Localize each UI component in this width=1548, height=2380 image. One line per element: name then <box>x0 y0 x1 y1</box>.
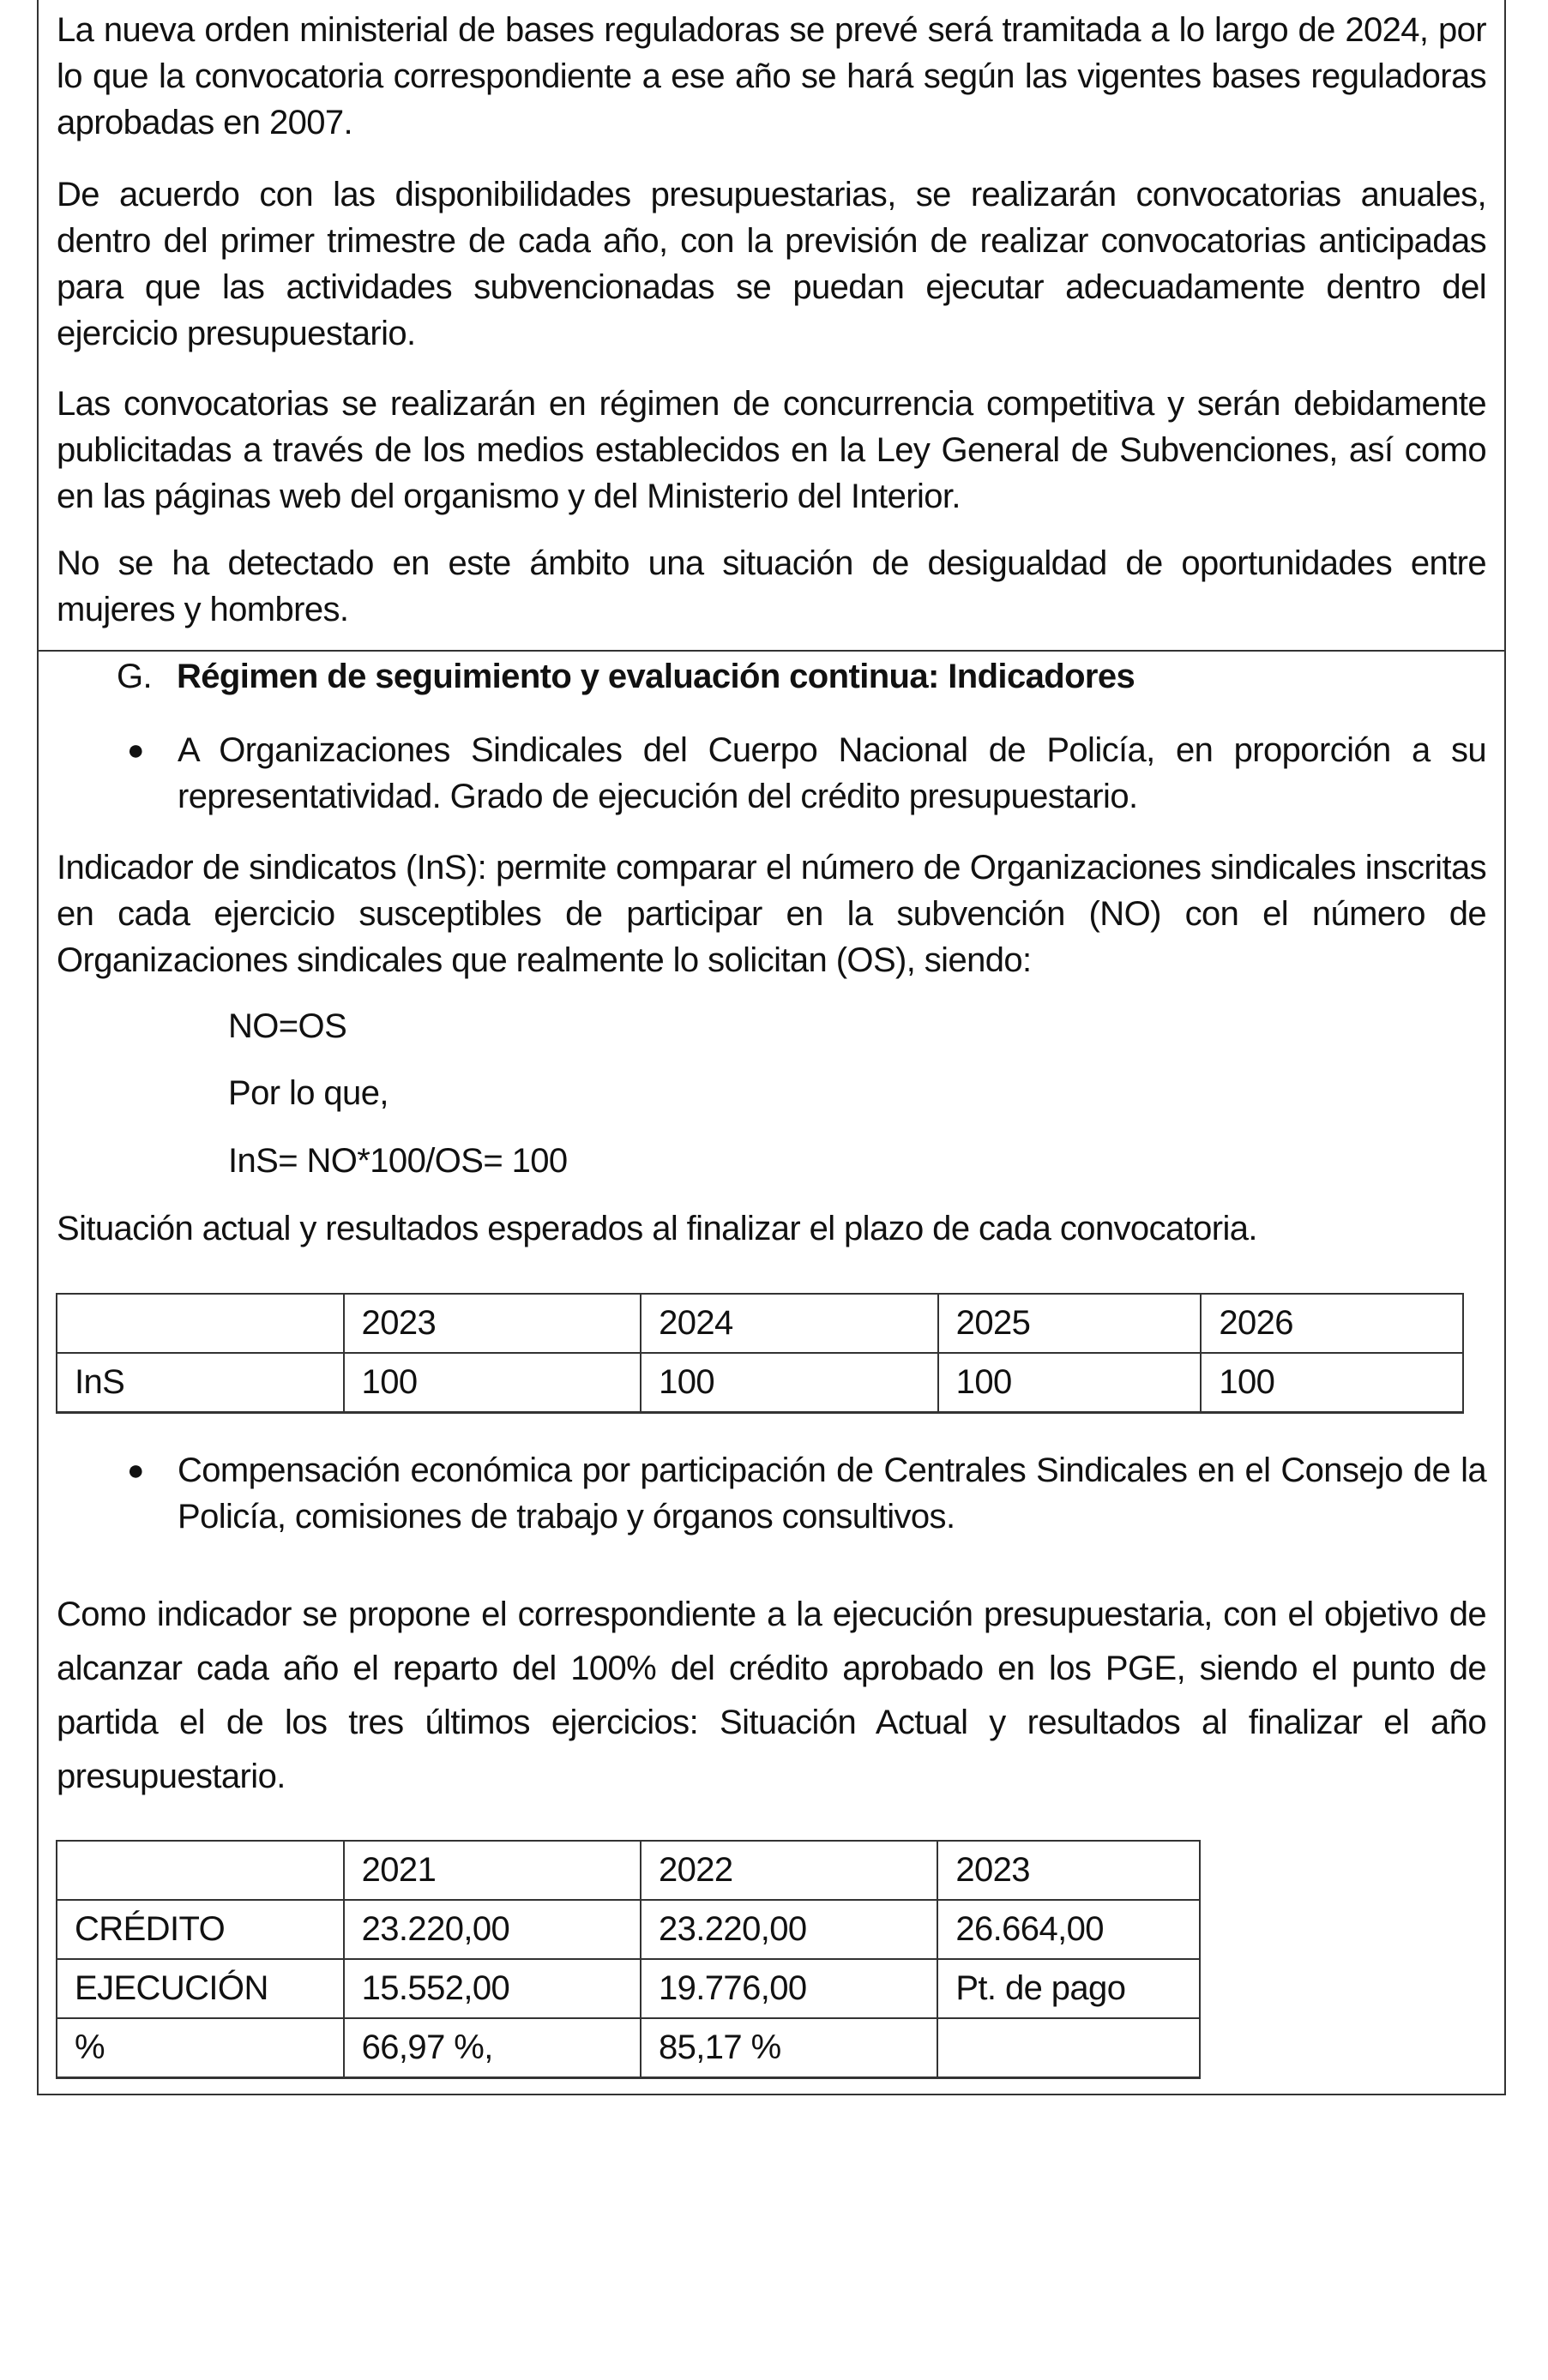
bullet-icon: ● <box>127 1454 145 1487</box>
section-letter: G. <box>117 658 153 695</box>
ins-table <box>56 1293 1464 1414</box>
bullet-icon: ● <box>127 734 145 766</box>
table-cell: 23.220,00 <box>344 1900 641 1959</box>
table-cell: 2024 <box>641 1294 938 1353</box>
paragraph-indicador-sindicatos: Indicador de sindicatos (InS): permite comparar el número de Organizaciones sindicales inscritas en cada ejercicio susceptibles de participar en la subvención (NO) con el número de Organizaciones sindicales que realmente lo solicitan (OS), siendo: <box>57 849 1486 979</box>
paragraph-convocatorias: Las convocatorias se realizarán en régimen de concurrencia competitiva y serán debidamente publicitadas a través de los medios establecidos en la Ley General de Subvenciones, así como en las páginas web del organismo y del Ministerio del Interior. <box>57 385 1486 515</box>
formula-por-lo-que: Por lo que, <box>228 1074 389 1112</box>
paragraph-igualdad: No se ha detectado en este ámbito una situación de desigualdad de oportunidades entre mujeres y hombres. <box>57 544 1486 628</box>
table-cell: 23.220,00 <box>641 1900 937 1959</box>
paragraph-situacion-actual: Situación actual y resultados esperados al finalizar el plazo de cada convocatoria. <box>57 1210 1257 1247</box>
table-cell: EJECUCIÓN <box>57 1959 344 2018</box>
table-cell: Pt. de pago <box>937 1959 1200 2018</box>
bullet-compensacion-economica: Compensación económica por participación de Centrales Sindicales en el Consejo de la Policía, comisiones de trabajo y órganos consultivos. <box>178 1451 1486 1536</box>
table-header-row <box>57 1294 1463 1353</box>
table-cell: 2026 <box>1201 1294 1463 1353</box>
table-cell: 2025 <box>938 1294 1202 1353</box>
table-row <box>57 1353 1463 1412</box>
table-cell: 2022 <box>641 1841 937 1900</box>
table-cell: InS <box>57 1353 344 1412</box>
table-cell: % <box>57 2018 344 2077</box>
table-header-row <box>57 1841 1200 1900</box>
table-cell: 2023 <box>344 1294 641 1353</box>
table-cell: 2021 <box>344 1841 641 1900</box>
table-cell: 26.664,00 <box>937 1900 1200 1959</box>
table-cell <box>57 1294 344 1353</box>
table-cell: 100 <box>344 1353 641 1412</box>
table-row <box>57 1900 1200 1959</box>
formula-no-os: NO=OS <box>228 1007 347 1045</box>
budget-table <box>56 1840 1201 2079</box>
table-row <box>57 2018 1200 2077</box>
table-cell: 2023 <box>937 1841 1200 1900</box>
paragraph-bases-reguladoras: La nueva orden ministerial de bases reguladoras se prevé será tramitada a lo largo de 2024, por lo que la convocatoria correspondiente a ese año se hará según las vigentes bases reguladoras aprobadas en 2007. <box>57 11 1486 141</box>
table-cell: 100 <box>938 1353 1202 1412</box>
table-row <box>57 1959 1200 2018</box>
table-cell: 15.552,00 <box>344 1959 641 2018</box>
table-cell <box>937 2018 1200 2077</box>
table-cell: 100 <box>1201 1353 1463 1412</box>
table-cell: CRÉDITO <box>57 1900 344 1959</box>
section-title: Régimen de seguimiento y evaluación continua: Indicadores <box>177 658 1135 695</box>
section-g-heading <box>117 653 1135 700</box>
table-cell <box>57 1841 344 1900</box>
table-cell: 19.776,00 <box>641 1959 937 2018</box>
paragraph-ejecucion-presupuestaria: Como indicador se propone el correspondiente a la ejecución presupuestaria, con el objetivo de alcanzar cada año el reparto del 100% del crédito aprobado en los PGE, siendo el punto de partida el de los tres últimos ejercicios: Situación Actual y resultados al finalizar el año presupuestario. <box>57 1596 1486 1795</box>
formula-ins: InS= NO*100/OS= 100 <box>228 1142 568 1180</box>
bullet-organizaciones-sindicales: A Organizaciones Sindicales del Cuerpo Nacional de Policía, en proporción a su representatividad. Grado de ejecución del crédito presupuestario. <box>178 731 1486 815</box>
table-cell: 100 <box>641 1353 938 1412</box>
table-cell: 85,17 % <box>641 2018 937 2077</box>
paragraph-disponibilidades: De acuerdo con las disponibilidades presupuestarias, se realizarán convocatorias anuales, dentro del primer trimestre de cada año, con la previsión de realizar convocatorias anticipadas para que las actividades subvencionadas se puedan ejecutar adecuadamente dentro del ejercicio presupuestario. <box>57 176 1486 352</box>
table-cell: 66,97 %, <box>344 2018 641 2077</box>
